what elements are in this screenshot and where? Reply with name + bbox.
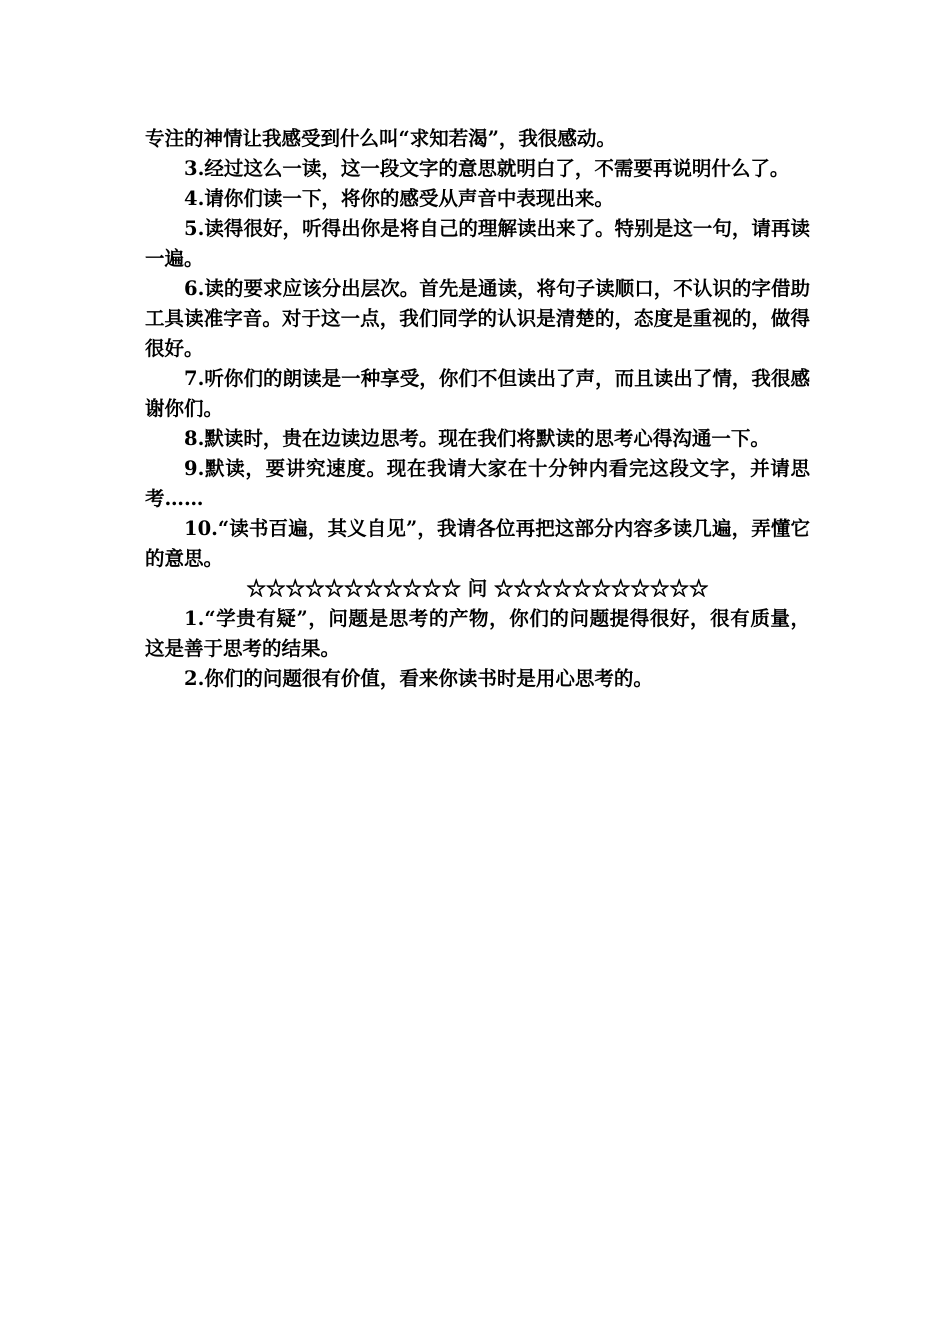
paragraph: 9.默读，要讲究速度。现在我请大家在十分钟内看完这段文字，并请思考…… (145, 457, 810, 510)
document-page (145, 124, 810, 694)
paragraph: 7.听你们的朗读是一种享受，你们不但读出了声，而且读出了情，我很感谢你们。 (145, 367, 810, 420)
paragraph: 8.默读时，贵在边读边思考。现在我们将默读的思考心得沟通一下。 (184, 427, 770, 450)
paragraph: 3.经过这么一读，这一段文字的意思就明白了，不需要再说明什么了。 (184, 157, 790, 180)
paragraph: 4.请你们读一下，将你的感受从声音中表现出来。 (184, 187, 614, 210)
paragraph: 10.“读书百遍，其义自见”，我请各位再把这部分内容多读几遍，弄懂它的意思。 (145, 517, 810, 570)
paragraph: 5.读得很好，听得出你是将自己的理解读出来了。特别是这一句，请再读一遍。 (145, 217, 810, 270)
paragraph: 专注的神情让我感受到什么叫“求知若渴”，我很感动。 (145, 127, 616, 150)
paragraph: 1.“学贵有疑”，问题是思考的产物，你们的问题提得很好，很有质量，这是善于思考的结果。 (145, 607, 810, 660)
paragraph: 2.你们的问题很有价值，看来你读书时是用心思考的。 (184, 667, 653, 690)
paragraph: 6.读的要求应该分出层次。首先是通读，将句子读顺口，不认识的字借助工具读准字音。对于这一点，我们同学的认识是清楚的，态度是重视的，做得很好。 (145, 277, 810, 360)
section-divider: ☆☆☆☆☆☆☆☆☆☆☆ 问 ☆☆☆☆☆☆☆☆☆☆☆ (246, 577, 709, 600)
